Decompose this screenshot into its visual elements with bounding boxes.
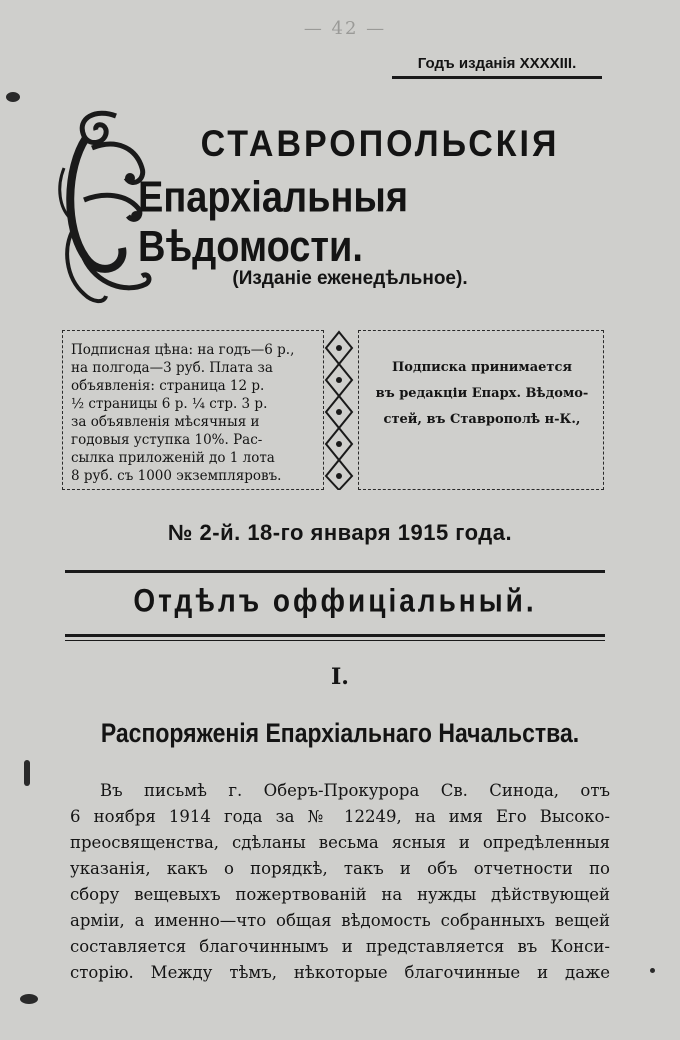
body-line: сторію. Между тѣмъ, нѣкоторые благочинные и даже [70,963,610,982]
divider-rule [65,640,605,641]
office-line: стей, въ Ставрополѣ н-К., [383,412,581,427]
divider-rule [65,570,605,573]
body-line: арміи, а именно—что общая вѣдомость собранныхъ вещей [70,911,610,930]
subscription-office-box [358,330,604,490]
body-line: сбору вещевыхъ пожертвованій на нужды дѣйствующей [70,885,610,904]
body-line: преосвященства, сдѣланы весьма ясныя и опредѣленныя [70,833,610,852]
part-number: I. [331,664,349,690]
ink-speck [20,994,38,1004]
price-line: на полгода—3 руб. Плата за [71,360,273,376]
masthead-line-2: Епархіальныя Вѣдомости. [138,173,409,272]
issue-number-date: № 2-й. 18-го января 1915 года. [167,520,513,545]
masthead-subtitle: (Изданіе еженедѣльное). [232,268,468,289]
subscription-price-box [62,330,324,490]
price-line: за объявленія мѣсячныя и [71,414,260,430]
ink-speck [650,968,655,973]
body-line: Въ письмѣ г. Оберъ-Прокурора Св. Синода, отъ [100,781,610,800]
office-line: Подписка принимается [392,360,572,375]
body-line: 6 ноября 1914 года за № 12249, на имя Его Высоко- [70,807,610,826]
price-line: Подписная цѣна: на годъ—6 р., [71,342,295,358]
article-body [70,778,610,986]
price-line: 8 руб. съ 1000 экземпляровъ. [71,468,282,484]
body-line: составляется благочиннымъ и представляется въ Конси- [70,937,610,956]
price-line: сылка приложеній до 1 лота [71,450,275,466]
price-line: ½ страницы 6 р. ¼ стр. 3 р. [71,396,268,412]
body-line: указанія, какъ о порядкѣ, такъ и объ отчетности по [70,859,610,878]
ink-speck [24,760,30,786]
price-line: годовыя уступка 10%. Рас- [71,432,263,448]
article-heading: Распоряженія Епархіальнаго Начальства. [100,717,580,748]
divider-rule [65,634,605,637]
section-title: Отдѣлъ оффиціальный. [133,582,537,619]
page-number: — 42 — [303,18,387,39]
ink-speck [6,92,20,102]
office-line: въ редакціи Епарх. Вѣдомо- [375,386,589,401]
price-line: объявленія: страница 12 р. [71,378,265,394]
year-of-publication: Годъ изданія XXXXIII. [392,52,602,79]
masthead-line-1: СТАВРОПОЛЬСКІЯ [200,123,560,165]
ornamental-divider-icon [322,330,356,490]
